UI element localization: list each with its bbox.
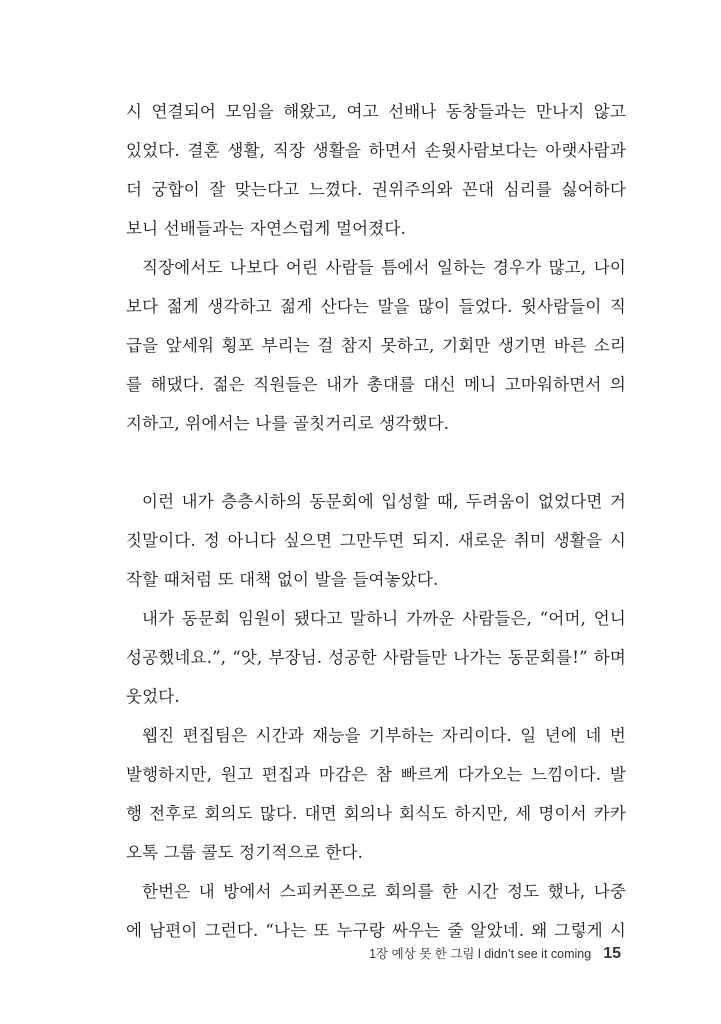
running-footer-title: 1장 예상 못 한 그림 l didn’t see it coming (369, 947, 592, 961)
text-line: 있었다. 결혼 생활, 직장 생활을 하면서 손윗사람보다는 아랫사람과 (126, 141, 626, 160)
text-line: 행 전후로 회의도 많다. 대면 회의나 회식도 하지만, 세 명이서 카카 (126, 804, 626, 823)
text-line: 오톡 그룹 콜도 정기적으로 한다. (126, 843, 364, 862)
text-line: 보니 선배들과는 자연스럽게 멀어졌다. (126, 219, 407, 238)
text-line: 발행하지만, 원고 편집과 마감은 참 빠르게 다가오는 느낌이다. 발 (126, 765, 626, 784)
text-line: 를 해댔다. 젊은 직원들은 내가 총대를 대신 메니 고마워하면서 의 (126, 375, 626, 394)
text-line: 지하고, 위에서는 나를 골칫거리로 생각했다. (126, 414, 450, 433)
text-line: 시 연결되어 모임을 해왔고, 여고 선배나 동창들과는 만나지 않고 (126, 102, 626, 121)
text-line: 성공했네요.”, “앗, 부장님. 성공한 사람들만 나가는 동문회를!” 하며 (126, 648, 626, 667)
text-line: 급을 앞세워 횡포 부리는 걸 참지 못하고, 기회만 생기면 바른 소리 (126, 336, 626, 355)
text-line: 내가 동문회 임원이 됐다고 말하니 가까운 사람들은, “어머, 언니 (142, 609, 626, 628)
text-line: 한번은 내 방에서 스피커폰으로 회의를 한 시간 정도 했나, 나중 (142, 882, 626, 901)
text-line: 보다 젊게 생각하고 젊게 산다는 말을 많이 들었다. 윗사람들이 직 (126, 297, 626, 316)
page-number: 15 (603, 945, 621, 962)
text-line: 직장에서도 나보다 어린 사람들 틈에서 일하는 경우가 많고, 나이 (142, 258, 626, 277)
text-line: 더 궁합이 잘 맞는다고 느꼈다. 권위주의와 꼰대 심리를 싫어하다 (126, 180, 626, 199)
text-line: 작할 때처럼 또 대책 없이 발을 들여놓았다. (126, 570, 439, 589)
text-line: 짓말이다. 정 아니다 싶으면 그만두면 되지. 새로운 취미 생활을 시 (126, 531, 626, 550)
page-footer (300, 944, 621, 968)
text-line: 웹진 편집팀은 시간과 재능을 기부하는 자리이다. 일 년에 네 번 (142, 726, 626, 745)
text-line: 이런 내가 층층시하의 동문회에 입성할 때, 두려움이 없었다면 거 (142, 492, 626, 511)
text-line: 웃었다. (126, 687, 180, 706)
text-line: 에 남편이 그런다. “나는 또 누구랑 싸우는 줄 알았네. 왜 그렇게 시 (126, 921, 626, 940)
